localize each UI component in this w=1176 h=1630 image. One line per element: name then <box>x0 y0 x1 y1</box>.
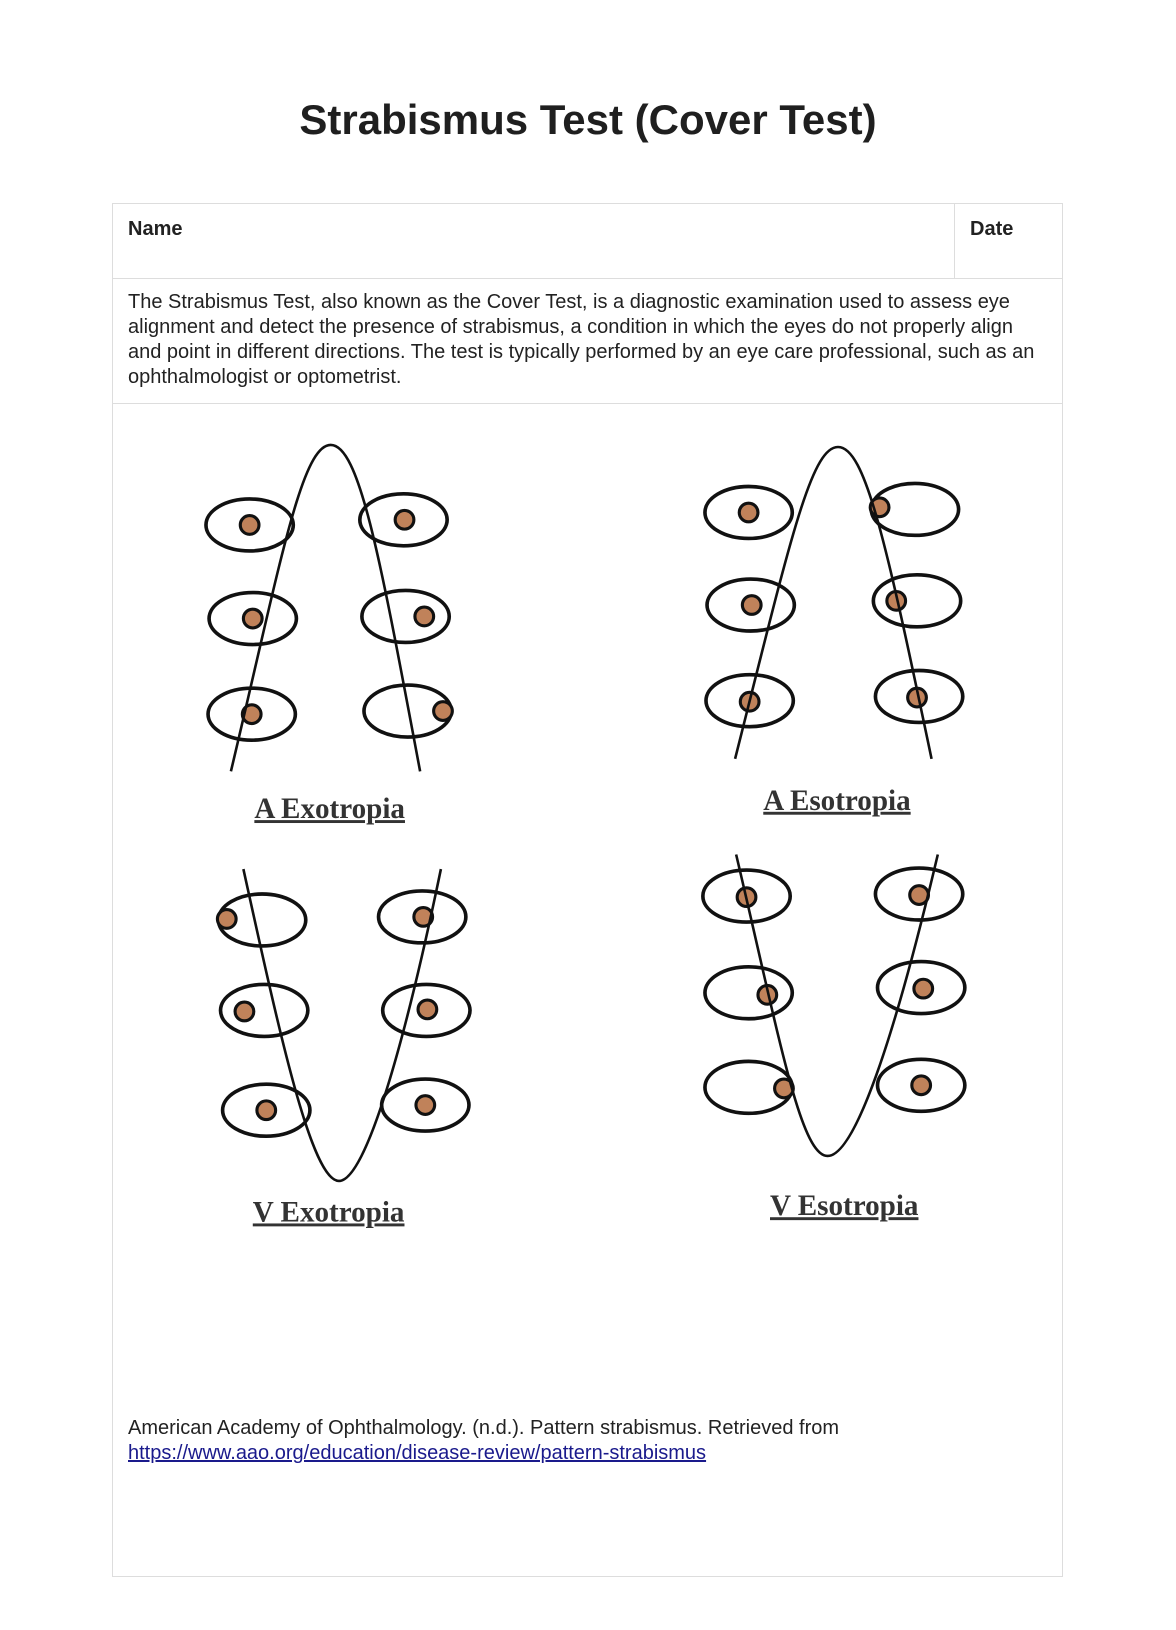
description: The Strabismus Test, also known as the Cover Test, is a diagnostic examination used to assess eye alignment and detect the presence of strabismus, a condition in which the eyes do not properly align and point in different directions. The test is typically performed by an eye care professional, such as an ophthalmologist or optometrist. <box>128 291 1035 388</box>
date-field-label: Date <box>970 218 1014 240</box>
figure-label-a-exotropia: A Exotropia <box>254 793 405 826</box>
pupil <box>416 1096 435 1115</box>
figure-label-v-exotropia: V Exotropia <box>252 1196 405 1229</box>
pupil <box>240 516 259 535</box>
citation-text: American Academy of Ophthalmology. (n.d.). Pattern strabismus. Retrieved from <box>128 1417 840 1439</box>
figure-label-v-esotropia: V Esotropia <box>770 1190 919 1223</box>
pupil <box>739 503 758 522</box>
pupil <box>257 1101 276 1120</box>
page-title: Strabismus Test (Cover Test) <box>299 96 877 143</box>
citation-link[interactable]: https://www.aao.org/education/disease-review/pattern-strabismus <box>128 1442 707 1464</box>
pupil <box>243 609 262 628</box>
pupil <box>434 702 453 721</box>
pupil <box>395 510 414 529</box>
pupil <box>415 607 434 626</box>
pupil <box>235 1002 254 1021</box>
pupil <box>912 1076 931 1095</box>
pupil <box>418 1000 437 1019</box>
pupil <box>914 979 933 998</box>
figure-label-a-esotropia: A Esotropia <box>763 784 911 817</box>
eye-outline <box>705 967 792 1019</box>
pupil <box>217 910 236 929</box>
eye-outline <box>362 590 449 642</box>
pupil <box>742 596 761 615</box>
name-field-label[interactable]: Name <box>128 218 183 240</box>
